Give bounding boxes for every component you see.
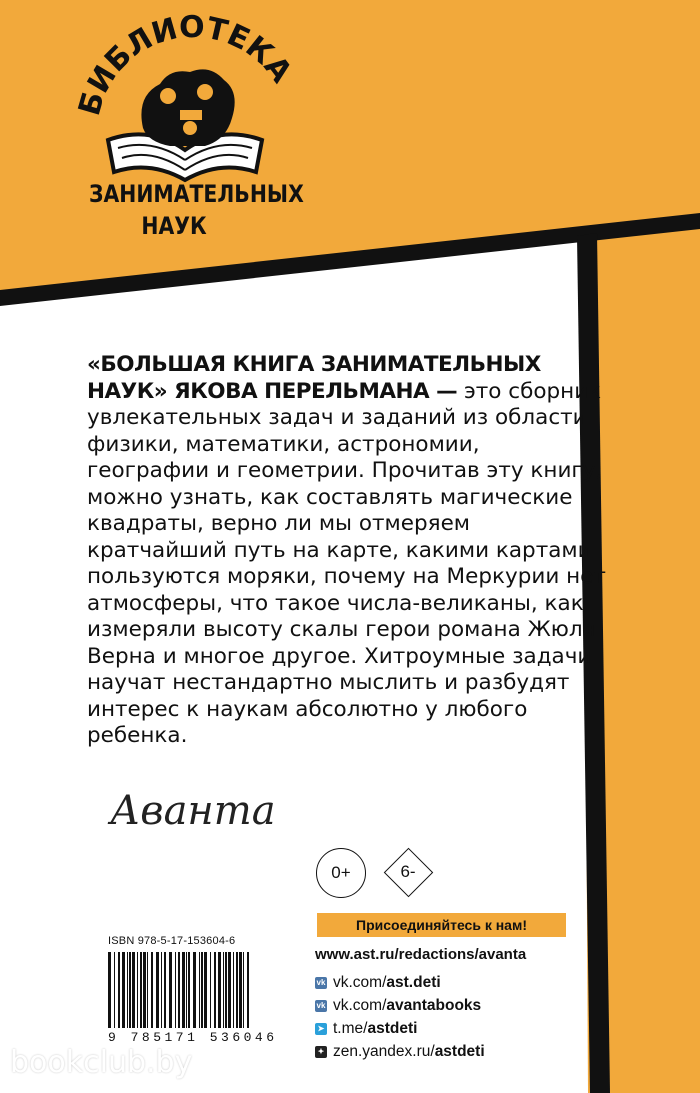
series-arc-text: БИБЛИОТЕКА bbox=[72, 9, 299, 120]
barcode-bar bbox=[137, 952, 138, 1028]
age-rating-circle bbox=[316, 848, 366, 898]
barcode-bar bbox=[186, 952, 187, 1028]
series-logo-text bbox=[74, 180, 304, 240]
barcode-bar bbox=[161, 952, 162, 1028]
barcode-bar bbox=[151, 952, 153, 1028]
social-prefix: t.me/ bbox=[333, 1019, 368, 1037]
social-link[interactable] bbox=[315, 1017, 485, 1040]
website-link[interactable]: www.ast.ru/redactions/avanta bbox=[315, 946, 527, 963]
age-rating-circle-text: 0+ bbox=[331, 863, 351, 882]
barcode-bar bbox=[243, 952, 244, 1028]
series-line-1: ЗАНИМАТЕЛЬНЫХ bbox=[89, 180, 304, 208]
barcode-bar bbox=[147, 952, 148, 1028]
vk-icon: vk bbox=[316, 1001, 326, 1010]
barcode-bar bbox=[108, 952, 111, 1028]
barcode-bar bbox=[132, 952, 135, 1028]
vk-icon: vk bbox=[316, 978, 326, 987]
barcode-bar bbox=[236, 952, 238, 1028]
zen-icon: ✦ bbox=[315, 1046, 327, 1058]
social-handle: avantabooks bbox=[386, 996, 482, 1014]
social-prefix: vk.com/ bbox=[333, 973, 387, 991]
barcode-bar bbox=[239, 952, 242, 1028]
barcode-bar bbox=[188, 952, 190, 1028]
publisher-logo: Аванта bbox=[110, 788, 276, 834]
barcode-digits: 9 785171 536046 bbox=[108, 1030, 278, 1045]
social-prefix: vk.com/ bbox=[333, 996, 387, 1014]
barcode-bar bbox=[182, 952, 185, 1028]
barcode-bar bbox=[218, 952, 221, 1028]
barcode-bar bbox=[199, 952, 200, 1028]
barcode-bar bbox=[223, 952, 224, 1028]
barcode-bar bbox=[175, 952, 176, 1028]
barcode-bar bbox=[178, 952, 180, 1028]
barcode-bar bbox=[201, 952, 203, 1028]
social-link[interactable] bbox=[315, 971, 485, 994]
barcode-bar bbox=[140, 952, 142, 1028]
barcode-bar bbox=[193, 952, 196, 1028]
isbn: ISBN 978-5-17-153604-6 bbox=[108, 935, 236, 947]
barcode-bar bbox=[114, 952, 115, 1028]
book-brain-icon bbox=[108, 69, 262, 180]
series-line-2: НАУК bbox=[141, 212, 207, 240]
book-description bbox=[87, 352, 607, 750]
description-text: это сборник увлекательных задач и заданий из области физики, математики, астрономии, географии и геометрии. Прочитав эту книгу, можно узнать, как составлять магические квадраты, верно ли мы отмеряем кратчайший путь на карте, какими картами пользуются моряки, почему на Меркурии нет атмосферы, что такое числа-великаны, как измеряли высоту скалы герои романа Жюля Верна и многое другое. Хитроумные задачи научат нестандартно мыслить и разбудят интерес к наукам абсолютно у любого ребенка. bbox=[87, 378, 606, 748]
social-handle: astdeti bbox=[367, 1019, 418, 1037]
barcode-bar bbox=[156, 952, 159, 1028]
social-handle: ast.deti bbox=[386, 973, 441, 991]
watermark: bookclub.by bbox=[10, 1045, 193, 1080]
social-link[interactable] bbox=[315, 994, 485, 1017]
telegram-icon: ➤ bbox=[315, 1023, 327, 1035]
social-prefix: zen.yandex.ru/ bbox=[333, 1042, 435, 1060]
barcode-bar bbox=[247, 952, 249, 1028]
barcode-bar bbox=[129, 952, 131, 1028]
barcode-bar bbox=[228, 952, 231, 1028]
age-rating-diamond-text: 6- bbox=[400, 862, 416, 881]
barcode-bar bbox=[204, 952, 207, 1028]
social-link[interactable] bbox=[315, 1040, 485, 1063]
barcode-bar bbox=[233, 952, 234, 1028]
age-rating-diamond bbox=[384, 848, 432, 896]
barcode-bar bbox=[118, 952, 120, 1028]
barcode-bar bbox=[127, 952, 128, 1028]
barcode-bar bbox=[122, 952, 125, 1028]
social-handle: astdeti bbox=[434, 1042, 485, 1060]
join-banner: Присоединяйтесь к нам! bbox=[317, 913, 566, 937]
barcode-bar bbox=[225, 952, 227, 1028]
social-links bbox=[315, 971, 485, 1063]
barcode-bar bbox=[164, 952, 166, 1028]
description-bold: «БОЛЬШАЯ КНИГА ЗАНИМАТЕЛЬНЫХ НАУК» ЯКОВА ПЕРЕЛЬМАНА — bbox=[87, 352, 541, 404]
barcode-bar bbox=[210, 952, 211, 1028]
barcode-bar bbox=[169, 952, 172, 1028]
barcode-bar bbox=[143, 952, 146, 1028]
barcode-bar bbox=[214, 952, 216, 1028]
